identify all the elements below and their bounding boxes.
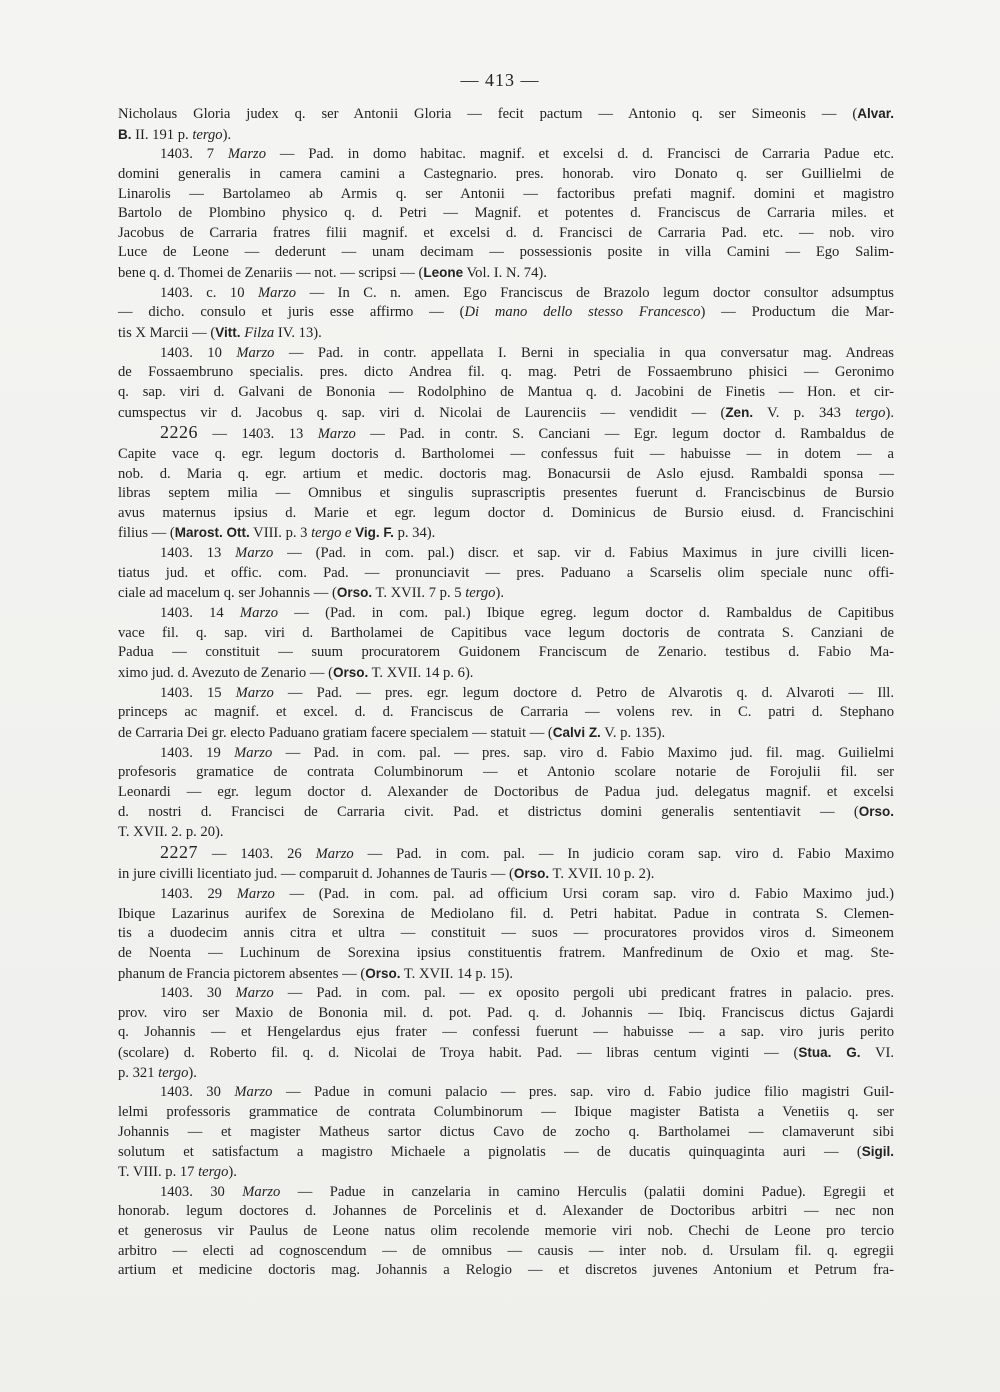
text-line: 1403. 7 Marzo — Pad. in domo habitac. magnif. et excelsi d. d. Francisci de Carraria Padue etc. (160, 146, 894, 163)
text-line: Capite vace q. egr. legum doctoris d. Bartholomei — confessus fuit — habuisse — in dotem — a (118, 445, 894, 462)
text-line: phanum de Francia pictorem absentes — (Orso. T. XVII. 14 p. 15). (118, 965, 514, 982)
text-line: tiatus jud. et offic. com. Pad. — pronunciavit — pres. Paduano a Scarselis olim speciale nunc offi- (118, 564, 894, 581)
text-line: 1403. 30 Marzo — Padue in canzelaria in camino Herculis (palatii domini Padue). Egregii et (160, 1183, 894, 1200)
text-line: 1403. 13 Marzo — (Pad. in com. pal.) discr. et sap. vir d. Fabius Maximus in jure civilli licen- (160, 545, 894, 562)
text-line: Padua — constituit — suum procuratorem Guidonem Franciscum de Zenario. testibus d. Fabio Ma- (118, 644, 894, 661)
text-line: et generosus vir Paulus de Leone natus olim recolende memorie viri nob. Chechi de Leone pro tercio (118, 1222, 894, 1239)
text-line: filius — (Marost. Ott. VIII. p. 3 tergo e Vig. F. p. 34). (118, 525, 436, 542)
text-line: in jure civilli licentiato jud. — comparuit d. Johannes de Tauris — (Orso. T. XVII. 10 p. 2). (118, 866, 655, 883)
text-line: q. sap. viri d. Galvani de Bononia — Rodolphino de Mantua q. d. Jacobini de Finetis — Hon. et cir- (118, 383, 894, 400)
text-line: — dicho. consulo et juris esse affirmo — (Di mano dello stesso Francesco) — Productum die Mar- (118, 304, 894, 321)
text-line: Bartolo de Plombino physico q. d. Petri — Magnif. et potentes d. Franciscus de Carraria miles. et (118, 205, 894, 222)
text-line: T. VIII. p. 17 tergo). (118, 1163, 237, 1180)
text-line: cumspectus vir d. Jacobus q. sap. viri d. Nicolai de Laurenciis — vendidit — (Zen. V. p. 343 tergo). (118, 404, 894, 421)
text-line: solutum et satisfactum a magistro Michaele a pignolatis — de ducatis quinquaginta auri — (Sigil. (118, 1144, 894, 1161)
text-line: 1403. 30 Marzo — Pad. in com. pal. — ex oposito pergoli ubi predicant fratres in palacio. pres. (160, 985, 894, 1002)
text-line: libras septem milia — Omnibus et singulis suprascriptis presentes fuerunt d. Franciscbinus de Bursio (118, 485, 894, 502)
text-line: B. II. 191 p. tergo). (118, 126, 232, 143)
text-line: bene q. d. Thomei de Zenariis — not. — scripsi — (Leone Vol. I. N. 74). (118, 265, 547, 282)
text-line: 1403. 29 Marzo — (Pad. in com. pal. ad officium Ursi coram sap. viro d. Fabio Maximo jud.) (160, 885, 894, 902)
text-line: Johannis — et magister Matheus sartor dictus Cavo de zocho q. Bartholamei — clamaverunt sibi (118, 1123, 894, 1140)
text-line: profesoris gramatice de contrata Columbinorum — et Antonio scolare notarie de Forojulii fil. ser (118, 764, 894, 781)
text-line: 2227 — 1403. 26 Marzo — Pad. in com. pal. — In judicio coram sap. viro d. Fabio Maximo (160, 841, 894, 862)
text-line: tis X Marcii — (Vitt. Filza IV. 13). (118, 325, 322, 342)
text-line: (scolare) d. Roberto fil. q. d. Nicolai de Troya habit. Pad. — libras centum viginti — (Stua. G. VI. (118, 1045, 894, 1062)
text-line: 1403. c. 10 Marzo — In C. n. amen. Ego Franciscus de Brazolo legum doctor consultor adsumptus (160, 284, 894, 301)
text-line: ciale ad macelum q. ser Johannis — (Orso. T. XVII. 7 p. 5 tergo). (118, 585, 504, 602)
text-line: arbitro — electi ad cognoscendum — de omnibus — causis — inter nob. d. Ursulam fil. q. egregii (118, 1242, 894, 1259)
text-line: ximo jud. d. Avezuto de Zenario — (Orso. T. XVII. 14 p. 6). (118, 664, 474, 681)
text-line: Linarolis — Bartolameo ab Armis q. ser Antonii — factoribus prefati magnif. domini et magistro (118, 185, 894, 202)
text-line: Nicholaus Gloria judex q. ser Antonii Gloria — fecit pactum — Antonio q. ser Simeonis — (Alvar. (118, 106, 894, 122)
text-line: Luce de Leone — dederunt — unam decimam — possessionis posite in villa Camini — Ego Salim- (118, 244, 894, 261)
text-line: 1403. 15 Marzo — Pad. — pres. egr. legum doctore d. Petro de Alvarotis q. d. Alvaroti — Ill. (160, 684, 894, 701)
text-line: q. Johannis — et Hengelardus ejus frater — confessi fuerunt — habuisse — a sap. viro juris perito (118, 1024, 894, 1041)
text-line: domini generalis in camera camini a Castegnario. pres. honorab. viro Donato q. ser Guillielmi de (118, 165, 894, 182)
text-line: p. 321 tergo). (118, 1064, 197, 1081)
text-line: de Noenta — Luchinum de Sorexina ipsius constituentis fratrem. Manfredinum de Oxio et mag. Ste- (118, 944, 894, 961)
text-line: 1403. 19 Marzo — Pad. in com. pal. — pres. sap. viro d. Fabio Maximo jud. fil. mag. Guilielmi (160, 744, 895, 761)
text-line: Leonardi — egr. legum doctor d. Alexander de Doctoribus de Padua jud. delegatus magnif. et excelsi (118, 783, 894, 800)
text-line: 1403. 14 Marzo — (Pad. in com. pal.) Ibique egreg. legum doctor d. Rambaldus de Capitibus (160, 605, 894, 622)
text-line: Ibique Lazarinus aurifex de Sorexina de Mediolano fil. d. Petri habitat. Padue in contrata S. Clemen- (118, 905, 894, 922)
page-number: — 413 — (460, 70, 540, 90)
text-line: 1403. 30 Marzo — Padue in comuni palacio — pres. sap. viro d. Fabio judice filio magistri Guil- (160, 1084, 894, 1101)
text-line: prov. viro ser Maxio de Bononia mil. d. pot. Pad. q. d. Johannis — Ibiq. Franciscus dictus Gajardi (118, 1004, 894, 1021)
text-line: d. nostri d. Francisci de Carraria civit. Pad. et districtus domini generalis sententiavit — (Orso. (118, 804, 894, 821)
text-line: 2226 — 1403. 13 Marzo — Pad. in contr. S. Canciani — Egr. legum doctor d. Rambaldus de (160, 422, 894, 443)
text-line: T. XVII. 2. p. 20). (118, 824, 224, 841)
text-line: Jacobus de Carraria fratres filii magnif. et excelsi d. d. Francisci de Carraria Pad. etc. — nob. viro (118, 224, 894, 241)
text-line: de Carraria Dei gr. electo Paduano gratiam facere specialem — statuit — (Calvi Z. V. p. 135). (118, 724, 666, 741)
text-line: honorab. legum doctores d. Johannes de Porcelinis et d. Alexander de Doctoribus arbitri — nec non (118, 1203, 894, 1220)
text-line: artium et medicine doctoris mag. Johannis a Relogio — et discretos juvenes Antonium et Petrum fra- (118, 1262, 894, 1279)
text-line: de Fossaembruno specialis. pres. dicto Andrea fil. q. mag. Petri de Fossaembruno phisici — Geronimo (118, 364, 894, 381)
body-text (118, 104, 894, 1281)
text-line: 1403. 10 Marzo — Pad. in contr. appellata I. Berni in specialia in qua conversatur mag. Andreas (160, 344, 894, 361)
text-line: lelmi professoris grammatice de contrata Columbinorum — Ibique magister Batista a Venetiis q. ser (118, 1104, 894, 1121)
text-line: tis a duodecim annis citra et ultra — constituit — suos — procuratores providos viros d. Simeonem (118, 925, 894, 942)
text-line: vace fil. q. sap. viri d. Bartholamei de Capitibus vace legum doctoris de contrata S. Canziani de (118, 624, 894, 641)
text-line: princeps ac magnif. et excel. d. d. Franciscus de Carraria — volens rev. in C. patri d. Stephano (118, 704, 894, 721)
text-line: avus maternus ipsius d. Marie et egr. legum doctor d. Dominicus de Bursio eiusd. d. Francischini (118, 504, 894, 521)
text-line: nob. d. Maria q. egr. artium et medic. doctoris mag. Bonacursii de Aslo ejusd. Rambaldi sponsa — (118, 465, 894, 482)
